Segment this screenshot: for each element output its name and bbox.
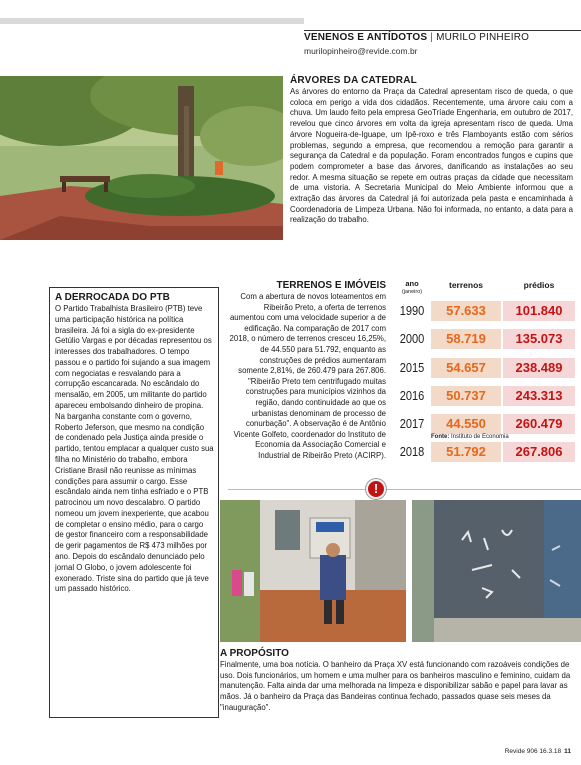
table-row bbox=[395, 354, 581, 382]
article-toilet-body: Finalmente, uma boa notícia. O banheiro da Praça XV está funcionando com razoáveis condições de uso. Dois funcionários, um homem e uma mulher para os banheiros masculino e feminino, cuidam da manutenção. Falta ainda dar uma melhorada na limpeza e disponibilizar sabão e papel para lavar as mãos. Já o banheiro da Praça das Bandeiras continua fechado, passados quase seis meses da "inauguração". bbox=[220, 660, 571, 712]
author-email: murilopinheiro@revide.com.br bbox=[304, 46, 418, 56]
article-trees-title: ÁRVORES DA CATEDRAL bbox=[290, 75, 417, 86]
cell-land: 57.633 bbox=[431, 301, 501, 321]
table-source-text: Instituto de Economia bbox=[451, 434, 509, 440]
cell-land: 50.737 bbox=[431, 386, 501, 406]
land-table bbox=[395, 280, 581, 467]
cell-land: 51.792 bbox=[431, 442, 501, 462]
cell-year: 1990 bbox=[399, 303, 425, 318]
article-toilet bbox=[220, 648, 578, 714]
cell-land: 58.719 bbox=[431, 329, 501, 349]
table-row bbox=[395, 438, 581, 466]
page-footer bbox=[505, 748, 571, 755]
cell-year: 2000 bbox=[399, 331, 425, 347]
article-ptb-box bbox=[49, 287, 219, 718]
table-row bbox=[395, 325, 581, 353]
article-land-title: TERRENOS E IMÓVEIS bbox=[276, 280, 386, 291]
cell-buildings: 267.806 bbox=[503, 442, 575, 462]
toilet-photo-2 bbox=[412, 500, 581, 642]
column-heading bbox=[304, 32, 529, 43]
col-header-year-label: ano bbox=[405, 279, 419, 288]
cell-land: 54.657 bbox=[431, 358, 501, 378]
cell-buildings: 238.489 bbox=[503, 358, 575, 378]
cell-year: 2015 bbox=[399, 359, 425, 375]
article-ptb-title: A DERROCADA DO PTB bbox=[55, 292, 170, 303]
article-toilet-title: A PROPÓSITO bbox=[220, 648, 289, 659]
column-separator: | bbox=[430, 32, 434, 43]
table-header bbox=[395, 280, 581, 297]
col-header-year-note: (janeiro) bbox=[401, 289, 423, 295]
col-header-year bbox=[395, 280, 429, 296]
cell-year: 2018 bbox=[399, 444, 425, 460]
article-land-body: Com a abertura de novos loteamentos em Ribeirão Preto, a oferta de terrenos aumentou com uma velocidade superior a de edificação. Na comparação de 2017 com 2018, o número de terrenos cresceu 16,25%, de 44.550 para 51.792, enquanto as construções de prédios aumentaram somente 2,81%, de 260.479 para 267.806. "Ribeirão Preto tem centrifugado muitas construções para municípios vizinhos da região, dando continuidade ao que os urbanistas denominam de processo de conurbação". A observação é de Antônio Vicente Golfeto, coordenador do Instituto de Economia da Associação Comercial e Industrial de Ribeirão Preto (ACIRP). bbox=[229, 292, 386, 460]
cell-buildings: 260.479 bbox=[503, 414, 575, 434]
exclamation-icon: ! bbox=[366, 479, 386, 499]
col-header-buildings: prédios bbox=[523, 280, 555, 290]
article-trees bbox=[290, 75, 573, 226]
cell-buildings: 243.313 bbox=[503, 386, 575, 406]
cell-buildings: 135.073 bbox=[503, 329, 575, 349]
trees-photo bbox=[0, 76, 283, 240]
article-trees-body: As árvores do entorno da Praça da Catedral apresentam risco de queda, o que coloca em perigo a vida dos cidadãos. Recentemente, uma árvore caiu com a chuva. Um laudo feito pela empresa GeoTríade Engenharia, em outubro de 2017, revelou que cinco árvores em volta da igreja apresentam risco de queda. Uma árvore Nogueira-de-Iguape, um Ipê-roxo e três Flamboyants estão com sérios problemas, segundo a empresa, que recomendou a remoção para garantir a segurança da Catedral e da população. Foram encontrados fungos e cupins que podem comprometer a base das árvores, danificando as instalações ao seu redor. A mesma situação se repete em outras praças da cidade que necessitam de uma vistoria. A Secretaria Municipal do Meio Ambiente informou que a extração das árvores da Catedral já foi autorizada pela pasta e encaminhada à Coordenadoria de Limpeza Urbana. Não foi informada, no entanto, a data para a realização do trabalho. bbox=[290, 87, 573, 225]
table-source bbox=[431, 434, 509, 440]
table-row bbox=[395, 382, 581, 410]
cell-land: 44.550 bbox=[431, 414, 501, 434]
table-source-label: Fonte: bbox=[431, 434, 450, 440]
header-bar bbox=[0, 18, 304, 24]
column-name: VENENOS E ANTÍDOTOS bbox=[304, 32, 428, 43]
issue-info: Revide 906 16.3.18 bbox=[504, 748, 562, 755]
article-ptb-body: O Partido Trabalhista Brasileiro (PTB) teve uma participação histórica na política brasileira. Já foi a sigla do ex-presidente Getúlio Vargas e por décadas representou os interesses dos trabalhadores. O tempo passou e o partido foi sujando a sua imagem com negociatas e resvalando para a corrupção escancarada. No escândalo do mensalão, em 2005, um militante do partido apareceu embolsando dinheiro de propina. Na barganha constante com o governo, Roberto Jeferson, que mesmo na condição de condenado pela Justiça ainda preside o partido, tentou emplacar a qualquer custo sua filha no Ministério do trabalho, embora Cristiane Brasil não reunisse as mínimas condições para assumir o cargo. Esse escândalo ainda nem tinha esfriado e o PTB patrocinou um novo descalabro. O partido nomeou um jovem inexperiente, que acabou de completar o ensino médio, para o cargo de gestor financeiro com a responsabilidade de gerir pagamentos de R$ 473 milhões por ano. Depois do escândalo denunciado pelo jornal O Globo, o jovem adolescente foi exonerado. Triste sina do partido que já teve um passado histórico. bbox=[55, 304, 214, 594]
header-rule bbox=[304, 30, 581, 31]
page-header bbox=[0, 0, 581, 56]
col-header-land: terrenos bbox=[448, 280, 483, 290]
cell-buildings: 101.840 bbox=[503, 301, 575, 321]
table-row bbox=[395, 297, 581, 325]
article-land bbox=[228, 280, 386, 462]
cell-year: 2016 bbox=[399, 387, 425, 403]
cell-year: 2017 bbox=[399, 416, 425, 432]
toilet-photo-1 bbox=[220, 500, 406, 642]
author-name: MURILO PINHEIRO bbox=[436, 32, 530, 43]
page-number: 11 bbox=[564, 748, 571, 755]
alert-divider bbox=[228, 489, 581, 490]
